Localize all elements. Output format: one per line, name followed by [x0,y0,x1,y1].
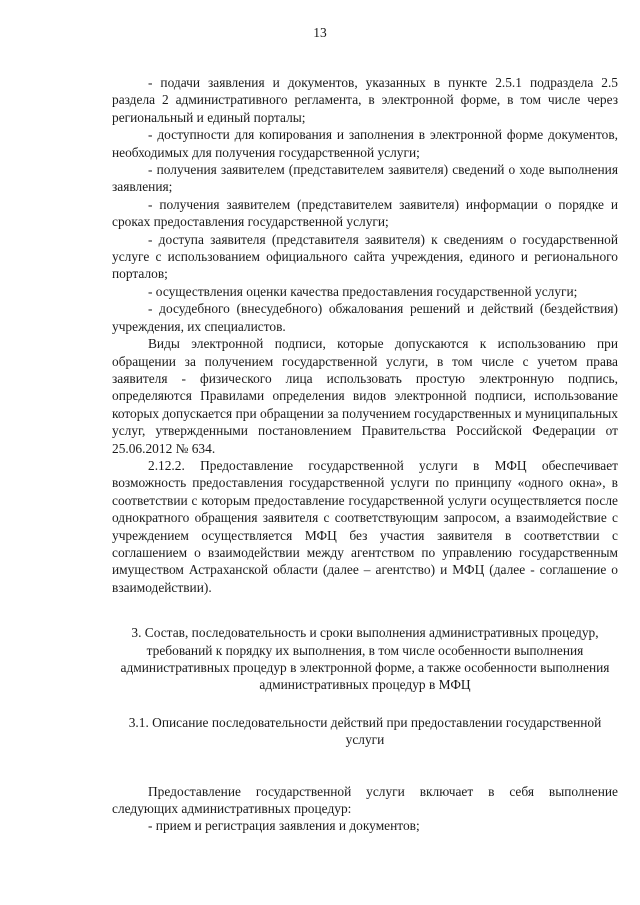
document-body [112,74,618,835]
list-item: - осуществления оценки качества предоставления государственной услуги; [148,283,578,299]
list-item: - доступности для копирования и заполнения в электронной форме документов, необходимых для получения государственной услуги; [112,127,618,160]
list-item: - получения заявителем (представителем заявителя) сведений о ходе выполнения заявления; [112,162,618,195]
paragraph-mfc: 2.12.2. Предоставление государственной услуги в МФЦ обеспечивает возможность предоставления государственной услуги по принципу «одного окна», в соответствии с которым предоставление государственной услуги осуществляется после однократного обращения заявителя с соответствующим запросом, а взаимодействие с учреждением осуществляется МФЦ без участия заявителя в соответствии с соглашением о взаимодействии между агентством по управлению государственным имуществом Астраханской области (далее – агентство) и МФЦ (далее - соглашение о взаимодействии). [112,457,618,595]
paragraph-signatures: Виды электронной подписи, которые допускаются к использованию при обращении за получением государственной услуги, в том числе с учетом права заявителя - физического лица использовать простую электронную подпись, определяются Правилами определения видов электронной подписи, использование которых допускается при обращении за получением государственных и муниципальных услуг, утвержденными постановлением Правительства Российской Федерации от 25.06.2012 № 634. [112,336,618,456]
list-item: - прием и регистрация заявления и документов; [148,818,420,834]
section-3-heading: 3. Состав, последовательность и сроки выполнения административных процедур, требований к порядку их выполнения, в том числе особенности выполнения административных процедур в электронной форме, а также особенности выполнения административных процедур в МФЦ [120,625,610,693]
paragraph-intro: Предоставление государственной услуги включает в себя выполнение следующих административных процедур: [112,783,618,817]
list-item: - получения заявителем (представителем заявителя) информации о порядке и сроках предоставления государственной услуги; [112,196,618,230]
list-item: - подачи заявления и документов, указанных в пункте 2.5.1 подраздела 2.5 раздела 2 административного регламента, в электронной форме, в том числе через региональный и единый порталы; [112,75,618,125]
list-item: - досудебного (внесудебного) обжалования решений и действий (бездействия) учреждения, их специалистов. [112,301,618,334]
list-item: - доступа заявителя (представителя заявителя) к сведениям о государственной услуге с использованием официального сайта учреждения, единого и регионального порталов; [112,231,618,282]
page-number: 13 [313,25,327,40]
section-3-1-heading: 3.1. Описание последовательности действий при предоставлении государственной услуги [128,714,602,748]
